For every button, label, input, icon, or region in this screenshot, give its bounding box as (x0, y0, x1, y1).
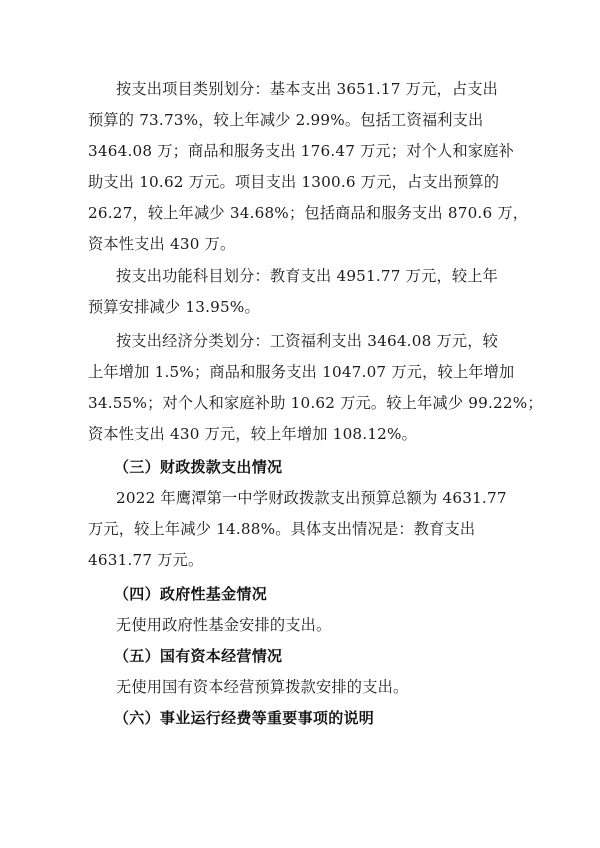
paragraph-line: 无使用政府性基金安排的支出。 (116, 616, 332, 634)
paragraph-line: 4631.77 万元。 (88, 551, 204, 569)
paragraph-line: 无使用国有资本经营预算拨款安排的支出。 (116, 678, 409, 696)
section-heading-4: （四）政府性基金情况 (114, 585, 268, 603)
paragraph-line: 上年增加 1.5%；商品和服务支出 1047.07 万元，较上年增加 (88, 363, 515, 381)
paragraph-line: 万元，较上年减少 14.88%。具体支出情况是：教育支出 (88, 520, 476, 538)
paragraph-line: 按支出功能科目划分：教育支出 4951.77 万元，较上年 (116, 267, 499, 285)
section-heading-3: （三）财政拨款支出情况 (114, 458, 283, 476)
paragraph-line: 助支出 10.62 万元。项目支出 1300.6 万元，占支出预算的 (88, 173, 500, 191)
paragraph-line: 按支出经济分类划分：工资福利支出 3464.08 万元，较 (116, 332, 499, 350)
paragraph-line: 预算安排减少 13.95%。 (88, 298, 260, 316)
paragraph-line: 34.55%；对个人和家庭补助 10.62 万元。较上年减少 99.22%； (88, 394, 543, 412)
paragraph-line: 2022 年鹰潭第一中学财政拨款支出预算总额为 4631.77 (116, 489, 507, 507)
section-heading-5: （五）国有资本经营情况 (114, 647, 283, 665)
paragraph-line: 3464.08 万；商品和服务支出 176.47 万元；对个人和家庭补 (88, 142, 514, 160)
paragraph-line: 预算的 73.73%，较上年减少 2.99%。包括工资福利支出 (88, 111, 484, 129)
paragraph-line: 资本性支出 430 万元，较上年增加 108.12%。 (88, 425, 418, 443)
paragraph-line: 资本性支出 430 万。 (88, 235, 236, 253)
paragraph-line: 按支出项目类别划分：基本支出 3651.17 万元，占支出 (116, 80, 499, 98)
paragraph-line: 26.27，较上年减少 34.68%；包括商品和服务支出 870.6 万， (88, 204, 529, 222)
section-heading-6: （六）事业运行经费等重要事项的说明 (114, 709, 375, 727)
